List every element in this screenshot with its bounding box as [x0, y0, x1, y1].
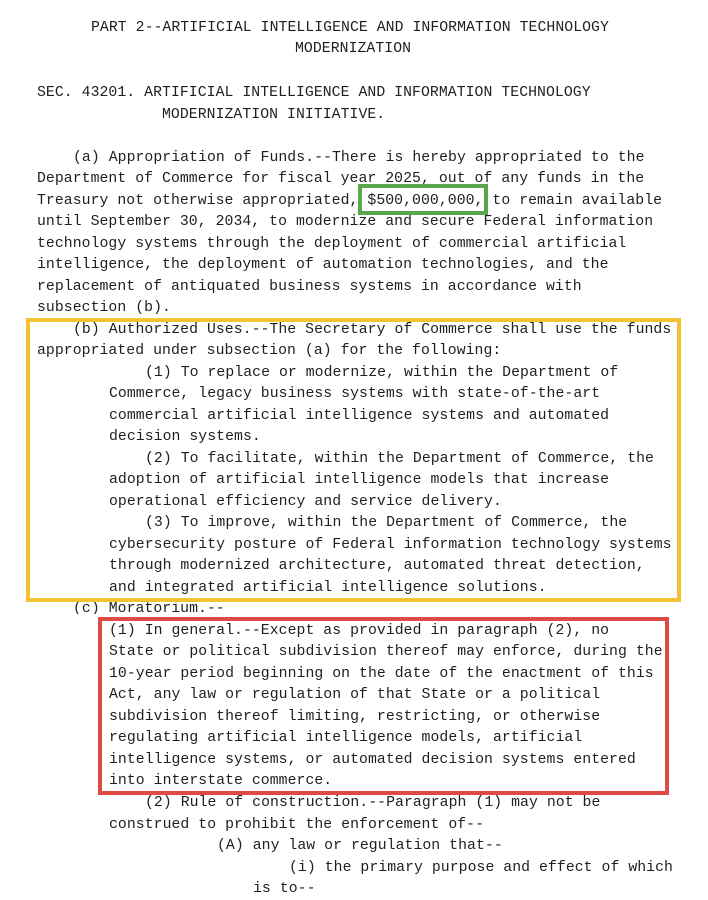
- subsection-a-line: until September 30, 2034, to modernize and secure Federal information: [37, 214, 654, 230]
- subsection-a-line: (a) Appropriation of Funds.--There is hereby appropriated to the: [73, 150, 645, 166]
- paragraph-c1-line: intelligence systems, or automated decision systems entered: [109, 752, 636, 768]
- paragraph-c1-line: (1) In general.--Except as provided in paragraph (2), no: [109, 623, 610, 639]
- section-heading: SEC. 43201. ARTIFICIAL INTELLIGENCE AND INFORMATION TECHNOLOGY: [37, 85, 591, 101]
- clause-c2a-line: (A) any law or regulation that--: [217, 838, 503, 854]
- clause-c2ai-line: (i) the primary purpose and effect of which: [289, 860, 673, 876]
- paragraph-b3-line: cybersecurity posture of Federal information technology systems: [109, 537, 672, 553]
- paragraph-c2-line: (2) Rule of construction.--Paragraph (1) may not be: [145, 795, 601, 811]
- subsection-a-line: Treasury not otherwise appropriated, $500,000,000, to remain available: [37, 193, 663, 209]
- paragraph-b3-line: through modernized architecture, automated threat detection,: [109, 558, 645, 574]
- paragraph-b3-line: (3) To improve, within the Department of Commerce, the: [145, 515, 628, 531]
- paragraph-c1-line: regulating artificial intelligence models, artificial: [109, 730, 583, 746]
- subsection-a-line: replacement of antiquated business systems in accordance with: [37, 279, 582, 295]
- paragraph-c1-line: into interstate commerce.: [109, 773, 333, 789]
- clause-c2ai-line: is to--: [253, 881, 316, 897]
- paragraph-c1-line: 10-year period beginning on the date of the enactment of this: [109, 666, 654, 682]
- paragraph-c1-line: subdivision thereof limiting, restricting, or otherwise: [109, 709, 601, 725]
- paragraph-b1-line: Commerce, legacy business systems with state-of-the-art: [109, 386, 601, 402]
- paragraph-b1-line: (1) To replace or modernize, within the Department of: [145, 365, 619, 381]
- subsection-a-line: Department of Commerce for fiscal year 2025, out of any funds in the: [37, 171, 645, 187]
- subsection-a-line: intelligence, the deployment of automation technologies, and the: [37, 257, 609, 273]
- paragraph-b1-line: decision systems.: [109, 429, 261, 445]
- part-title: PART 2--ARTIFICIAL INTELLIGENCE AND INFORMATION TECHNOLOGY: [91, 20, 609, 36]
- paragraph-b3-line: and integrated artificial intelligence solutions.: [109, 580, 547, 596]
- subsection-c-heading: (c) Moratorium.--: [73, 601, 225, 614]
- subsection-a-line: subsection (b).: [37, 300, 171, 316]
- paragraph-b2-line: operational efficiency and service delivery.: [109, 494, 502, 510]
- paragraph-c1-line: State or political subdivision thereof may enforce, during the: [109, 644, 663, 660]
- paragraph-c1-line: Act, any law or regulation of that State or a political: [109, 687, 601, 703]
- part-title-continued: MODERNIZATION: [295, 41, 412, 57]
- paragraph-b2-line: adoption of artificial intelligence models that increase: [109, 472, 610, 488]
- section-heading-continued: MODERNIZATION INITIATIVE.: [162, 107, 386, 123]
- subsection-b-line: appropriated under subsection (a) for the following:: [37, 343, 502, 359]
- paragraph-b1-line: commercial artificial intelligence systems and automated: [109, 408, 610, 424]
- subsection-b-line: (b) Authorized Uses.--The Secretary of Commerce shall use the funds: [73, 322, 672, 338]
- subsection-a-line: technology systems through the deployment of commercial artificial: [37, 236, 627, 252]
- paragraph-c2-line: construed to prohibit the enforcement of--: [109, 817, 485, 833]
- paragraph-b2-line: (2) To facilitate, within the Department of Commerce, the: [145, 451, 654, 467]
